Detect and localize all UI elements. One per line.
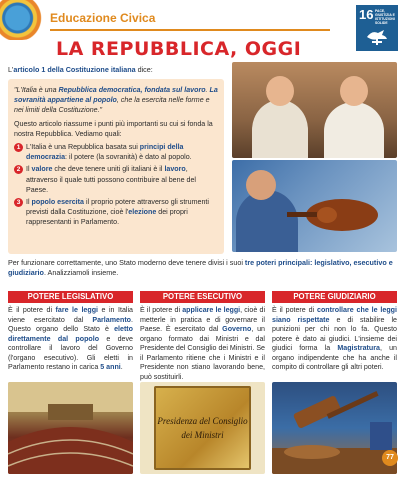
point-text: L'Italia è una Repubblica basata sui — [26, 143, 140, 152]
baker-man — [324, 102, 384, 158]
article-quote — [14, 85, 218, 116]
legislative-text — [8, 306, 133, 373]
baker-woman — [252, 100, 308, 158]
col-bold: Magistratura — [337, 344, 380, 352]
col-text: . Questo organo dello Stato è — [8, 315, 133, 333]
point-number: 2 — [14, 165, 23, 174]
col-bold: 5 anni — [100, 363, 121, 371]
point-text: Il — [26, 165, 32, 174]
luthier-head — [246, 170, 276, 200]
para-bold: tre poteri principali: legislativo, esecutivo e giudiziario — [8, 258, 393, 277]
col-text: È il potere di — [140, 306, 183, 314]
point-text: che deve tenere uniti gli italiani è il — [52, 165, 165, 174]
point-2 — [14, 164, 218, 195]
point-text: dei propri rappresentanti in Parlamento. — [26, 208, 188, 227]
col-text: , un organo indipendente che ha anche il compito di controllare gli altri poteri. — [272, 344, 397, 371]
luthier-photo — [232, 160, 397, 252]
government-plaque-photo — [140, 382, 265, 474]
baker-woman-head — [266, 76, 294, 106]
point-1 — [14, 142, 218, 162]
point-bold: lavoro — [164, 165, 186, 174]
col-bold: controllare che le leggi siano rispettate — [272, 306, 397, 324]
col-bold: applicare le leggi — [182, 306, 241, 314]
brass-plaque — [154, 386, 251, 470]
col-text: e di stabilire le punizioni per chi non lo fa. Questo potere è dato ai giudici. L'insieme dei giudici forma la — [272, 315, 397, 352]
col-bold: Governo — [222, 325, 252, 333]
powers-intro — [8, 258, 398, 278]
col-bold: Parlamento — [92, 315, 132, 324]
sdg-number: 16 — [359, 7, 374, 22]
heading-executive: POTERE ESECUTIVO — [140, 291, 265, 303]
parliament-chamber-icon — [8, 382, 133, 474]
quote-text: "L'Italia è una — [14, 86, 59, 94]
heading-legislative: POTERE LEGISLATIVO — [8, 291, 133, 303]
intro-pre: L' — [8, 65, 14, 74]
quote-summary: Questo articolo riassume i punti più importanti su cui si fonda la nostra Repubblica. Vediamo quali: — [14, 119, 213, 138]
point-text: , attraverso il quale tutti possono contribuire al bene del Paese. — [26, 165, 196, 194]
sdg-badge — [356, 5, 398, 51]
col-bold: fare le leggi — [55, 306, 99, 314]
judiciary-photo — [272, 382, 397, 474]
point-bold: principi della democrazia — [26, 143, 184, 162]
sdg-label: PACE, GIUSTIZIA E ISTITUZIONI SOLIDE — [375, 9, 395, 25]
quote-bold: La sovranità appartiene al popolo — [14, 86, 218, 105]
col-text: , un organo formato dai Ministri e dal Presidente del Consiglio dei Ministri. Se il Parlamento ritiene che i Ministri e il Presidente non stiano lavorando bene, può sostituirli. — [140, 325, 265, 381]
header-rule — [50, 29, 330, 31]
point-3 — [14, 197, 218, 228]
point-bold: popolo esercita — [31, 198, 84, 207]
constitution-quote-box — [8, 79, 224, 254]
point-text: Il — [26, 198, 32, 207]
intro-article: articolo 1 della Costituzione italiana — [13, 65, 136, 74]
col-text: e deve controllare il lavoro del Governo (l'organo esecutivo). Gli eletti in Parlamento restano in carica — [8, 334, 133, 371]
point-text: il proprio potere attraverso gli strumenti previsti dalla Costituzione, cioè l' — [26, 198, 209, 217]
gavel-icon — [272, 382, 397, 474]
quote-text: , che la esercita nelle forme e nei limiti della Costituzione." — [14, 96, 210, 115]
dove-gavel-icon — [364, 27, 390, 47]
col-text: e in Italia viene esercitato dal — [8, 306, 133, 324]
col-text: , cioè di metterle in pratica e di governare il Paese. È esercitato dal — [140, 306, 266, 333]
plaque-line-2: dei Ministri — [181, 430, 224, 440]
judicial-text — [272, 306, 397, 373]
executive-text — [140, 306, 265, 382]
col-bold: eletto direttamente dal popolo — [8, 325, 133, 343]
point-bold: elezione — [128, 208, 157, 217]
heading-judicial: POTERE GIUDIZIARIO — [272, 291, 397, 303]
page-title: LA REPUBBLICA, OGGI — [56, 38, 302, 60]
quote-text: . — [205, 86, 210, 94]
violin-icon — [287, 190, 387, 240]
col-text: . — [120, 363, 123, 371]
intro-line — [8, 65, 153, 74]
point-bold: valore — [31, 165, 53, 174]
parliament-photo — [8, 382, 133, 474]
subject-title: Educazione Civica — [50, 11, 156, 25]
para-text: . Analizziamoli insieme. — [43, 268, 119, 277]
plaque-line-1: Presidenza del Consiglio — [157, 416, 248, 426]
quote-bold: Repubblica democratica, fondata sul lavoro — [58, 86, 206, 94]
point-number: 1 — [14, 143, 23, 152]
para-text: Per funzionare correttamente, uno Stato moderno deve tenere divisi i suoi — [8, 258, 245, 267]
baker-man-head — [340, 76, 368, 106]
civics-logo — [0, 0, 44, 40]
intro-post: dice: — [135, 65, 153, 74]
page-number: 77 — [382, 450, 398, 466]
point-text: : il potere (la sovranità) è dato al popolo. — [65, 153, 192, 162]
col-text: È il potere di — [272, 306, 318, 314]
point-number: 3 — [14, 198, 23, 207]
col-text: È il potere di — [8, 306, 56, 314]
bakers-photo — [232, 62, 397, 158]
